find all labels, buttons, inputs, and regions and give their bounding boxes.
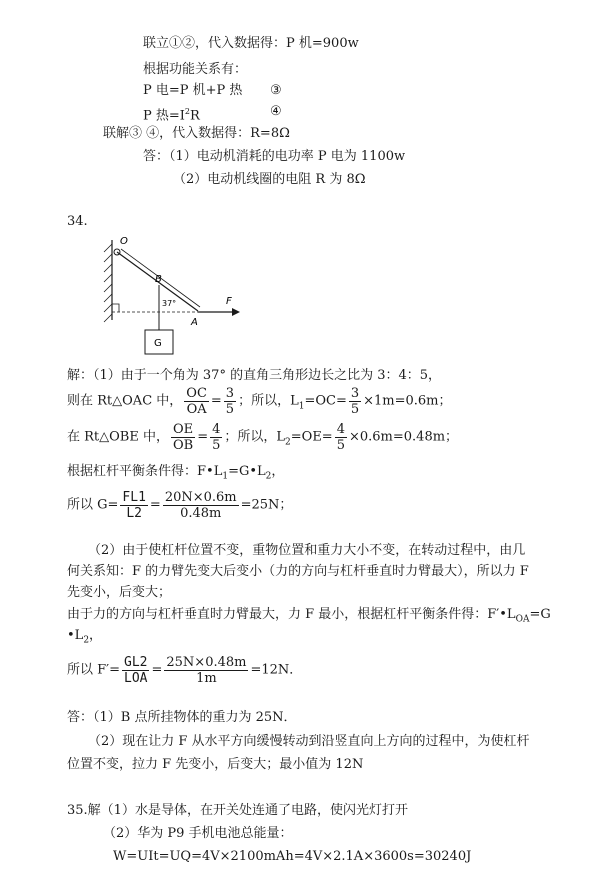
equals: = — [149, 497, 161, 513]
numerator: 4 — [336, 422, 345, 437]
answer-line: 位置不变，拉力 F 先变小，后变大；最小值为 12N — [67, 757, 364, 772]
fraction — [120, 490, 147, 521]
denominator: OA — [186, 402, 207, 417]
text-segment: 根据杠杆平衡条件得：F•L — [67, 464, 223, 479]
equation-mark: ④ — [270, 104, 282, 119]
text-segment: ， — [271, 464, 285, 479]
numerator: GL2 — [124, 655, 148, 670]
label-angle: 37° — [162, 299, 177, 308]
answer-line: 答：（1）B 点所挂物体的重力为 25N． — [67, 710, 297, 725]
fraction — [163, 490, 239, 521]
text-line: 联立①②，代入数据得：P 机=900w — [143, 36, 359, 51]
equals: = — [210, 393, 222, 409]
force-arrowhead — [232, 308, 240, 316]
numerator: 20N×0.6m — [164, 490, 237, 505]
numerator: 3 — [350, 386, 360, 401]
text-segment: ×0.6m=0.48m； — [348, 429, 459, 445]
fraction — [210, 422, 222, 453]
numerator: OE — [171, 422, 195, 438]
subscript: 1 — [298, 401, 305, 412]
text-segment: 所以 G= — [67, 497, 119, 513]
answer-line: （2）现在让力 F 从水平方向缓慢转动到沿竖直向上方向的过程中，为使杠杆 — [88, 734, 530, 749]
formula-line — [67, 422, 458, 453]
denominator: L2 — [126, 506, 142, 521]
fraction — [171, 422, 195, 453]
equals: = — [197, 429, 209, 445]
fraction — [164, 655, 248, 686]
formula-line — [67, 490, 292, 521]
subscript: 2 — [265, 471, 272, 482]
wall-hatching — [104, 244, 112, 322]
text-segment: ， — [89, 628, 103, 643]
denominator: OB — [172, 438, 194, 453]
fraction — [122, 655, 149, 686]
text-segment: 由于力的方向与杠杆垂直时力臂最大，力 F 最小，根据杠杆平衡条件得：F′•L — [67, 607, 516, 622]
formula-line — [67, 655, 302, 686]
text-line — [143, 104, 200, 124]
denominator: 1m — [196, 671, 217, 686]
fraction — [349, 386, 361, 417]
label-B: B — [155, 274, 162, 285]
text-line: 根据功能关系有： — [143, 62, 248, 77]
fraction — [335, 422, 347, 453]
numerator: FL1 — [122, 490, 146, 505]
label-O: O — [120, 236, 128, 247]
subscript: 2 — [285, 437, 291, 448]
denominator: 5 — [350, 402, 360, 417]
text-line — [67, 464, 284, 485]
text-segment: =G•L — [228, 464, 266, 479]
denominator: 5 — [212, 438, 221, 453]
text-line: 35.解（1）水是导体，在开关处连通了电路，使闪光灯打开 — [67, 803, 408, 818]
text-line: 先变小，后变大； — [67, 585, 172, 600]
denominator: LOA — [124, 671, 148, 686]
text-segment: =G — [529, 607, 551, 622]
text-segment: P 热=I — [143, 108, 185, 124]
text-line — [67, 607, 551, 628]
subscript: OA — [515, 614, 530, 625]
right-angle-mark — [112, 304, 119, 312]
text-segment: •L — [67, 628, 84, 643]
text-segment: =OC= — [304, 393, 347, 409]
text-segment: 则在 Rt△OAC 中， — [67, 393, 183, 409]
denominator: 0.48m — [180, 506, 222, 521]
question-number: 34. — [67, 214, 88, 229]
label-F: F — [226, 296, 232, 307]
label-A: A — [191, 317, 198, 328]
text-line: 联解③ ④，代入数据得：R=8Ω — [103, 126, 290, 141]
superscript: 2 — [184, 107, 191, 116]
text-segment: ×1m=0.6m； — [363, 393, 452, 409]
numerator: 25N×0.48m — [166, 655, 247, 670]
text-segment: ；所以，L — [224, 429, 286, 445]
numerator: 3 — [225, 386, 235, 401]
numerator: OC — [186, 386, 207, 401]
answer-line: 答：（1）电动机消耗的电功率 P 电为 1100w — [143, 149, 406, 164]
denominator: 5 — [225, 402, 235, 417]
answer-line: （2）电动机线圈的电阻 R 为 8Ω — [173, 172, 366, 187]
denominator: 5 — [336, 438, 345, 453]
numerator: 4 — [212, 422, 221, 437]
text-segment: 在 Rt△OBE 中， — [67, 429, 169, 445]
text-segment: =OE= — [290, 429, 333, 445]
text-segment: 所以 F′= — [67, 662, 120, 678]
subscript: 1 — [222, 471, 229, 482]
text-segment: R — [190, 108, 200, 124]
text-line: 何关系知：F 的力臂先变大后变小（力的方向与杠杆垂直时力臂最大），所以力 F — [67, 564, 529, 579]
text-segment: ；所以，L — [238, 393, 299, 409]
equals: = — [151, 662, 163, 678]
text-line: P 电=P 机+P 热 — [143, 83, 243, 98]
text-line: （2）华为 P9 手机电池总能量： — [103, 826, 293, 841]
text-line — [67, 628, 102, 649]
label-G: G — [154, 338, 162, 349]
text-line: 解：（1）由于一个角为 37° 的直角三角形边长之比为 3：4：5， — [67, 368, 442, 383]
text-segment: =12N． — [250, 662, 303, 678]
fraction — [184, 386, 209, 417]
fraction — [224, 386, 236, 417]
lever-diagram — [90, 232, 250, 357]
text-line: （2）由于使杠杆位置不变，重物位置和重力大小不变，在转动过程中，由几 — [88, 543, 526, 558]
equation-mark: ③ — [270, 83, 282, 98]
text-segment: =25N； — [240, 497, 293, 513]
formula-line — [67, 386, 452, 417]
subscript: 2 — [83, 635, 90, 646]
text-line: W=UIt=UQ=4V×2100mAh=4V×2.1A×3600s=30240J — [113, 849, 472, 864]
